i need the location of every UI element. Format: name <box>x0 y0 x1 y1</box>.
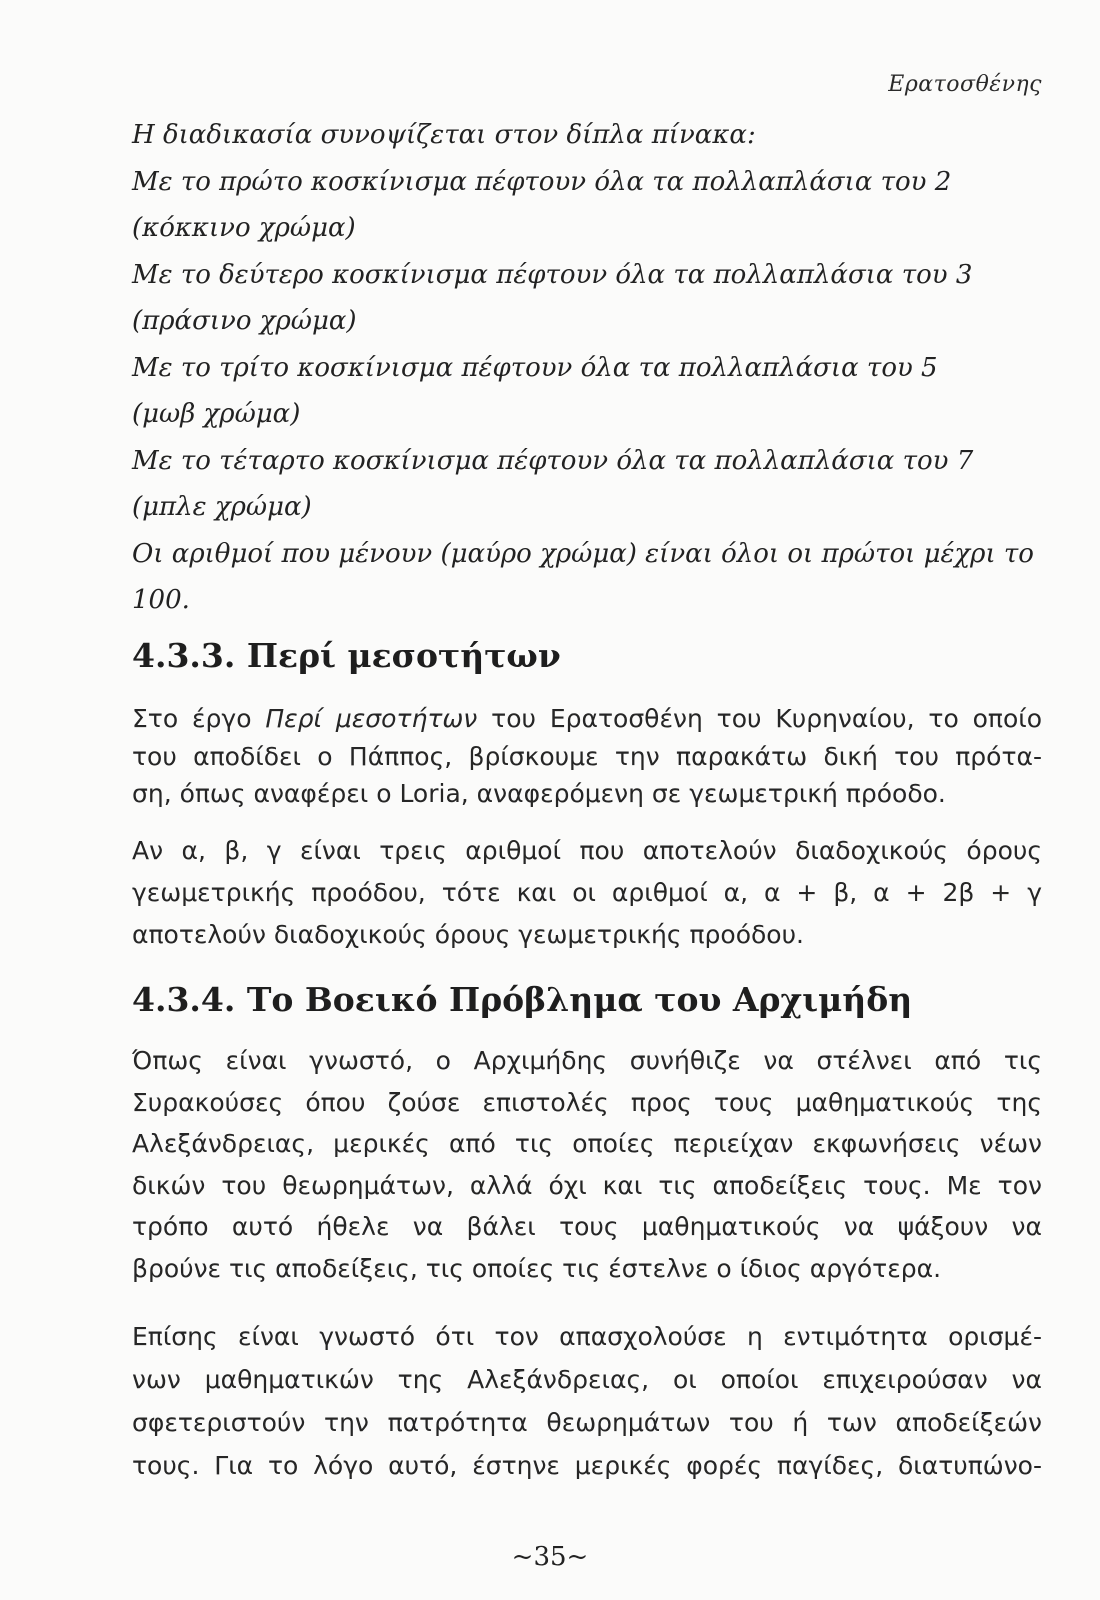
paragraph-line: τους. Για το λόγο αυτό, έστηνε μερικές φορές παγίδες, διατυπώνο- <box>132 1451 1042 1480</box>
summary-line: Με το τρίτο κοσκίνισμα πέφτουν όλα τα πολλαπλάσια του 5 <box>132 352 938 383</box>
summary-line: Η διαδικασία συνοψίζεται στον δίπλα πίνακα: <box>132 120 756 150</box>
section-heading-4-3-4: 4.3.4. Το Βοεικό Πρόβλημα του Αρχιμήδη <box>132 980 913 1019</box>
paragraph-line: βρούνε τις αποδείξεις, τις οποίες τις έστελνε ο ίδιος αργότερα. <box>132 1253 942 1283</box>
paragraph-line: Αλεξάνδρειας, μερικές από τις οποίες περιείχαν εκφωνήσεις νέων <box>132 1129 1042 1158</box>
paragraph-line: Αν α, β, γ είναι τρεις αριθμοί που αποτελούν διαδοχικούς όρους <box>132 836 1042 865</box>
paragraph-line: Όπως είναι γνωστό, ο Αρχιμήδης συνήθιζε να στέλνει από τις <box>132 1046 1042 1075</box>
section-4-3-4-paragraph-1 <box>132 1040 1042 1289</box>
summary-line: 100. <box>132 585 190 615</box>
summary-line: Οι αριθμοί που μένουν (μαύρο χρώμα) είναι όλοι οι πρώτοι μέχρι το <box>132 538 1034 569</box>
summary-line: (κόκκινο χρώμα) <box>132 213 356 243</box>
paragraph-line: γεωμετρικής προόδου, τότε και οι αριθμοί α, α + β, α + 2β + γ <box>132 878 1042 907</box>
sieve-summary <box>132 112 1042 624</box>
section-4-3-3-paragraph-2 <box>132 830 1042 956</box>
paragraph-line: Στο έργο Περί μεσοτήτων του Ερατοσθένη του Κυρηναίου, το οποίο <box>132 704 1042 733</box>
running-head: Ερατοσθένης <box>888 72 1042 97</box>
paragraph-line: Επίσης είναι γνωστό ότι τον απασχολούσε η εντιμότητα ορισμέ- <box>132 1322 1042 1351</box>
paragraph-line: σφετεριστούν την πατρότητα θεωρημάτων του ή των αποδείξεών <box>132 1408 1042 1437</box>
paragraph-line: νων μαθηματικών της Αλεξάνδρειας, οι οποίοι επιχειρούσαν να <box>132 1365 1042 1394</box>
summary-line: Με το τέταρτο κοσκίνισμα πέφτουν όλα τα πολλαπλάσια του 7 <box>132 445 974 476</box>
paragraph-line: αποτελούν διαδοχικούς όρους γεωμετρικής προόδου. <box>132 920 804 949</box>
summary-line: (πράσινο χρώμα) <box>132 306 357 336</box>
paragraph-line: δικών του θεωρημάτων, αλλά όχι και τις αποδείξεις τους. Με τον <box>132 1170 1042 1200</box>
summary-line: (μωβ χρώμα) <box>132 399 301 429</box>
summary-line: (μπλε χρώμα) <box>132 492 312 522</box>
section-heading-4-3-3: 4.3.3. Περί μεσοτήτων <box>132 636 561 675</box>
paragraph-line: τρόπο αυτό ήθελε να βάλει τους μαθηματικούς να ψάξουν να <box>132 1212 1042 1241</box>
paragraph-line: του αποδίδει ο Πάππος, βρίσκουμε την παρακάτω δική του πρότα- <box>132 741 1042 771</box>
paragraph-line: ση, όπως αναφέρει ο Loria, αναφερόμενη σε γεωμετρική πρόοδο. <box>132 779 946 808</box>
work-title: Περί μεσοτήτων <box>265 704 478 733</box>
paragraph-line: Συρακούσες όπου ζούσε επιστολές προς τους μαθηματικούς της <box>132 1087 1042 1117</box>
summary-line: Με το πρώτο κοσκίνισμα πέφτουν όλα τα πολλαπλάσια του 2 <box>132 166 952 197</box>
summary-line: Με το δεύτερο κοσκίνισμα πέφτουν όλα τα πολλαπλάσια του 3 <box>132 259 973 290</box>
page-number: ~35~ <box>511 1542 589 1572</box>
section-4-3-3-paragraph-1 <box>132 700 1042 813</box>
section-4-3-4-paragraph-2 <box>132 1315 1042 1487</box>
